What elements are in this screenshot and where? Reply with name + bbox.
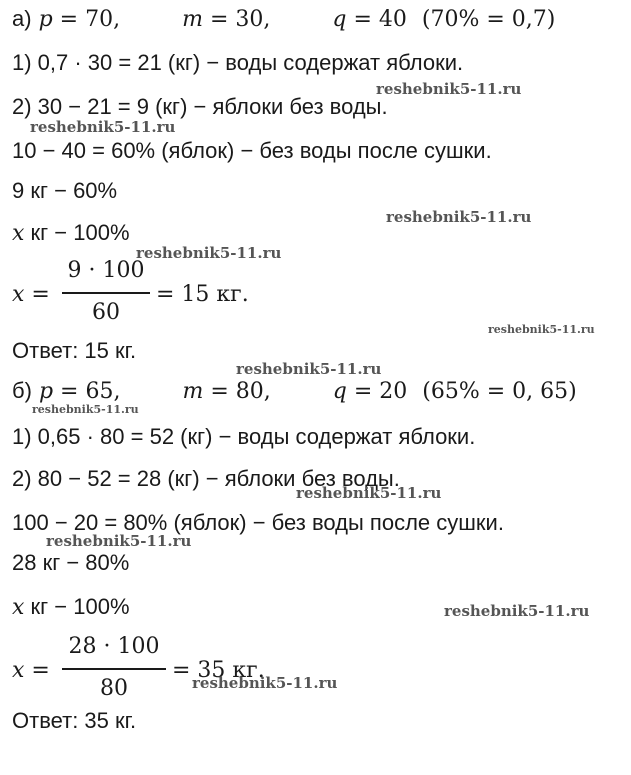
part-b-fraction: [12, 634, 332, 704]
var-m: m: [182, 379, 204, 404]
part-a-fraction: [12, 258, 312, 328]
var-p: p: [38, 379, 54, 404]
q-value: = 40: [353, 7, 407, 32]
fraction-lhs: [12, 284, 50, 306]
p-value: = 65,: [60, 379, 121, 404]
part-a-proportion-1: 9 кг − 60%: [12, 178, 118, 203]
part-a-label: а): [12, 6, 32, 31]
proportion-2-text: кг − 100%: [24, 220, 130, 245]
part-a-header: [12, 8, 555, 31]
part-b-step-3: 100 − 20 = 80% (яблок) − без воды после сушки.: [12, 510, 504, 535]
percent-note: (70% = 0,7): [421, 7, 556, 32]
fraction-denominator: 60: [92, 300, 120, 325]
watermark: reshebnik5-11.ru: [296, 484, 442, 502]
fraction-var: x =: [12, 282, 50, 307]
part-a-step-3: 10 − 40 = 60% (яблок) − без воды после сушки.: [12, 138, 492, 163]
part-b-step-1: 1) 0,65 · 80 = 52 (кг) − воды содержат яблоки.: [12, 424, 476, 449]
fraction-result: = 15 кг.: [156, 282, 249, 307]
watermark: reshebnik5-11.ru: [46, 532, 192, 550]
percent-note: (65% = 0, 65): [422, 379, 577, 404]
watermark: reshebnik5-11.ru: [30, 118, 176, 136]
watermark: reshebnik5-11.ru: [236, 360, 382, 378]
m-value: = 30,: [209, 7, 271, 32]
part-b-step-2: 2) 80 − 52 = 28 (кг) − яблоки без воды.: [12, 466, 400, 491]
watermark: reshebnik5-11.ru: [32, 403, 139, 416]
watermark: reshebnik5-11.ru: [192, 674, 338, 692]
fraction-bar: [62, 668, 166, 670]
part-b-proportion-1: 28 кг − 80%: [12, 550, 130, 575]
p-value: = 70,: [59, 7, 121, 32]
var-x: x: [12, 595, 25, 620]
part-b-header: [12, 380, 577, 403]
var-x: x: [12, 221, 25, 246]
part-a-step-2: 2) 30 − 21 = 9 (кг) − яблоки без воды.: [12, 94, 388, 119]
var-p: p: [38, 7, 53, 32]
fraction-bar: [62, 292, 150, 294]
part-a-proportion-2: [12, 222, 130, 245]
watermark: reshebnik5-11.ru: [376, 80, 522, 98]
watermark: reshebnik5-11.ru: [386, 208, 532, 226]
fraction-numerator: 9 · 100: [67, 258, 145, 283]
fraction-result: = 35 кг.: [172, 658, 265, 683]
var-q: q: [332, 379, 347, 404]
q-value: = 20: [353, 379, 408, 404]
var-q: q: [332, 7, 347, 32]
fraction-denominator: 80: [100, 676, 128, 701]
fraction-var: x =: [12, 658, 50, 683]
part-a-step-1: 1) 0,7 · 30 = 21 (кг) − воды содержат яблоки.: [12, 50, 464, 75]
fraction-numerator: 28 · 100: [68, 634, 160, 659]
watermark: reshebnik5-11.ru: [136, 244, 282, 262]
part-b-label: б): [12, 378, 32, 403]
proportion-2-text: кг − 100%: [24, 594, 130, 619]
part-b-proportion-2: [12, 596, 130, 619]
fraction-lhs: [12, 660, 50, 682]
part-b-answer: Ответ: 35 кг.: [12, 708, 137, 733]
part-a-answer: Ответ: 15 кг.: [12, 338, 137, 363]
var-m: m: [182, 7, 203, 32]
m-value: = 80,: [210, 379, 271, 404]
watermark: reshebnik5-11.ru: [444, 602, 590, 620]
watermark: reshebnik5-11.ru: [488, 323, 595, 336]
